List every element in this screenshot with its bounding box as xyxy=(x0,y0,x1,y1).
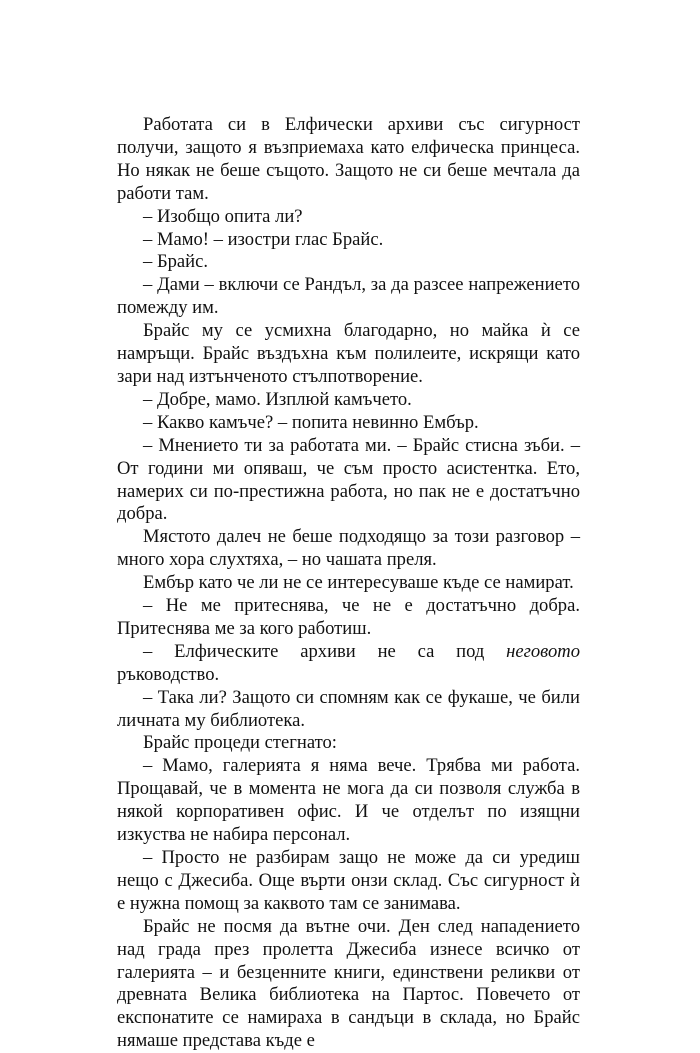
paragraph-15: Брайс процеди стегнато: xyxy=(143,732,337,754)
paragraph-17: – Просто не разбирам защо не може да си уредиш нещо с Джесиба. Още върти онзи склад. Със сигурност ѝ е нужна помощ за каквото там се занимава. xyxy=(117,847,580,914)
paragraph-14: – Така ли? Защото си спомням как се фукаше, че били личната му библиотека. xyxy=(117,686,580,731)
paragraph-1: Работата си в Елфически архиви със сигурност получи, защото я възприемаха като елфическа принцеса. Но някак не беше същото. Защото не си беше мечтала да работи там. xyxy=(117,114,580,204)
paragraph-10: Мястото далеч не беше подходящо за този разговор – много хора слухтяха, – но чашата преля. xyxy=(117,526,580,571)
paragraph-11: Ембър като че ли не се интересуваше къде се намират. xyxy=(143,572,574,594)
paragraph-13-emphasis: неговото xyxy=(506,640,580,662)
paragraph-7: – Добре, мамо. Изплюй камъчето. xyxy=(143,388,412,410)
paragraph-2: – Изобщо опита ли? xyxy=(143,205,303,227)
paragraph-5: – Дами – включи се Рандъл, за да разсее напрежението помежду им. xyxy=(117,274,580,319)
paragraph-18: Брайс не посмя да вътне очи. Ден след нападението над града през пролетта Джесиба изнесе всичко от галерията – и безценните книги, единствени реликви от древната Велика библиотека на Партос. Повечето от експонатите се намираха в сандъци в склада, но Брайс нямаше представа къде е xyxy=(117,915,580,1052)
body-text xyxy=(117,114,580,1053)
paragraph-9: – Мнението ти за работата ми. – Брайс стисна зъби. – От години ми опяваш, че съм просто асистентка. Ето, намерих си по-престижна работа, но пак не е достатъчно добра. xyxy=(117,434,580,525)
paragraph-8: – Какво камъче? – попита невинно Ембър. xyxy=(143,411,479,433)
paragraph-3: – Мамо! – изостри глас Брайс. xyxy=(143,228,384,250)
paragraph-16: – Мамо, галерията я няма вече. Трябва ми работа. Прощавай, че в момента не мога да си позволя служба в някой корпоративен офис. И че отделът по изящни изкуства не набира персонал. xyxy=(117,755,580,846)
paragraph-12: – Не ме притеснява, че не е достатъчно добра. Притеснява ме за кого работиш. xyxy=(117,595,580,639)
paragraph-13-after: ръководство. xyxy=(117,663,220,685)
paragraph-13-before: – Елфическите архиви не са под xyxy=(143,640,507,662)
paragraph-13 xyxy=(117,641,580,687)
paragraph-4: – Брайс. xyxy=(143,251,209,273)
paragraph-6: Брайс му се усмихна благодарно, но майка ѝ се намръщи. Брайс въздъхна към полилеите, искрящи като зари над изтънченото стълпотворение. xyxy=(117,320,580,387)
